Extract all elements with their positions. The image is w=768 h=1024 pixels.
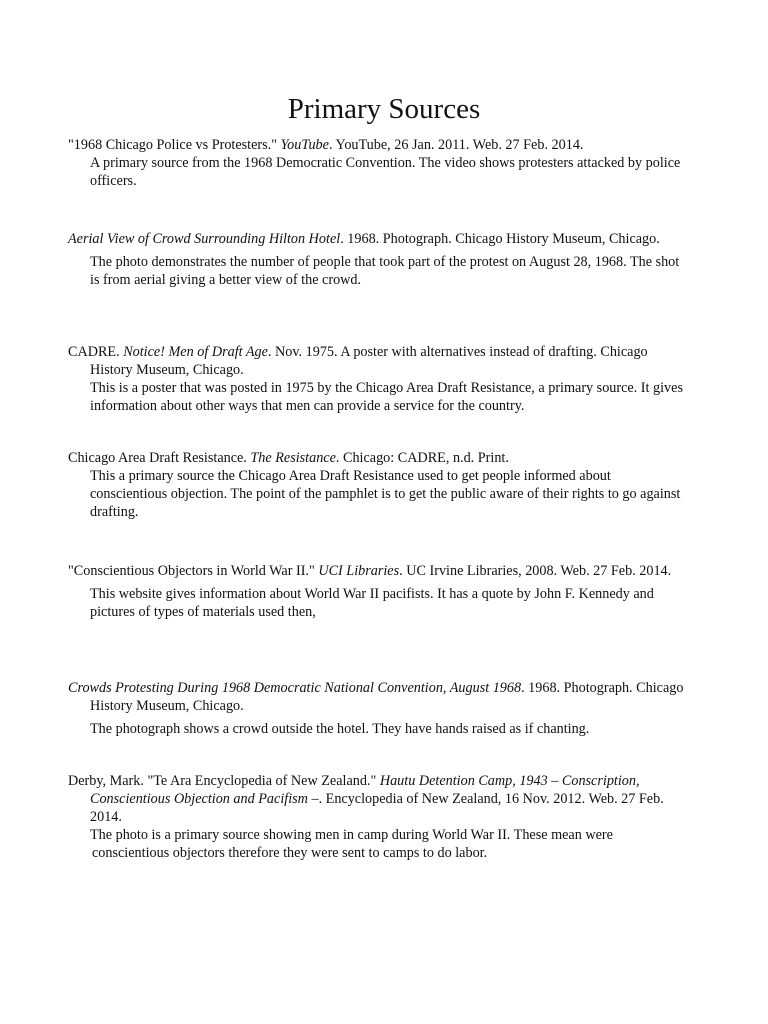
citation-text: . Encyclopedia of New Zealand, 16 Nov. 2012. Web. 27 Feb. 2014. bbox=[90, 791, 664, 825]
source-entry bbox=[68, 136, 688, 190]
citation-title: Notice! Men of Draft Age bbox=[123, 344, 268, 360]
citation-title: The Resistance bbox=[250, 450, 336, 466]
citation-text: . 1968. Photograph. Chicago History Museum, Chicago. bbox=[90, 680, 684, 714]
citation-text: . Nov. 1975. A poster with alternatives instead of drafting. Chicago History Museum, Chicago. bbox=[90, 344, 648, 378]
citation-text: . 1968. Photograph. Chicago History Museum, Chicago. bbox=[340, 231, 660, 247]
source-entry bbox=[68, 343, 688, 415]
citation bbox=[68, 230, 688, 248]
annotation: This is a poster that was posted in 1975 by the Chicago Area Draft Resistance, a primary source. It gives information about other ways that men can provide a service for the country. bbox=[90, 380, 683, 414]
citation-text: "1968 Chicago Police vs Protesters." bbox=[68, 137, 281, 153]
page-title: Primary Sources bbox=[287, 93, 481, 125]
citation-title: Crowds Protesting During 1968 Democratic National Convention, August 1968 bbox=[68, 680, 522, 696]
citation-text: CADRE. bbox=[68, 344, 124, 360]
citation-title: YouTube bbox=[280, 137, 329, 153]
citation bbox=[68, 343, 688, 379]
citation-text: Chicago Area Draft Resistance. bbox=[68, 450, 251, 466]
source-entry bbox=[68, 772, 688, 862]
citation-title: Hautu Detention Camp, 1943 – Conscription, Conscientious Objection and Pacifism – bbox=[90, 773, 640, 807]
annotation: A primary source from the 1968 Democratic Convention. The video shows protesters attacked by police officers. bbox=[90, 155, 681, 189]
citation-text: . YouTube, 26 Jan. 2011. Web. 27 Feb. 2014. bbox=[328, 137, 584, 153]
annotation: The photograph shows a crowd outside the hotel. They have hands raised as if chanting. bbox=[90, 721, 590, 737]
annotation: The photo demonstrates the number of people that took part of the protest on August 28, 1968. The shot is from aerial giving a better view of the crowd. bbox=[90, 254, 680, 288]
annotation: The photo is a primary source showing men in camp during World War II. These mean were conscientious objectors therefore they were sent to camps to do labor. bbox=[90, 827, 613, 861]
citation bbox=[68, 562, 688, 580]
annotation: This website gives information about World War II pacifists. It has a quote by John F. Kennedy and pictures of types of materials used then, bbox=[90, 586, 654, 620]
source-entry bbox=[68, 679, 688, 738]
citation-title: UCI Libraries bbox=[318, 563, 400, 579]
citation-text: Derby, Mark. "Te Ara Encyclopedia of New Zealand." bbox=[68, 773, 380, 789]
citation bbox=[68, 449, 688, 467]
annotation: This a primary source the Chicago Area Draft Resistance used to get people informed about conscientious objection. The point of the pamphlet is to get the public aware of their rights to go against drafting. bbox=[90, 468, 681, 520]
citation-text: "Conscientious Objectors in World War II." bbox=[68, 563, 319, 579]
citation bbox=[68, 772, 688, 826]
source-entry bbox=[68, 562, 688, 621]
citation bbox=[68, 679, 688, 715]
citation-text: . Chicago: CADRE, n.d. Print. bbox=[335, 450, 509, 466]
citation bbox=[68, 136, 688, 154]
source-entry bbox=[68, 449, 688, 521]
citation-title: Aerial View of Crowd Surrounding Hilton Hotel bbox=[68, 231, 341, 247]
source-entry bbox=[68, 230, 688, 289]
citation-text: . UC Irvine Libraries, 2008. Web. 27 Feb. 2014. bbox=[399, 563, 672, 579]
